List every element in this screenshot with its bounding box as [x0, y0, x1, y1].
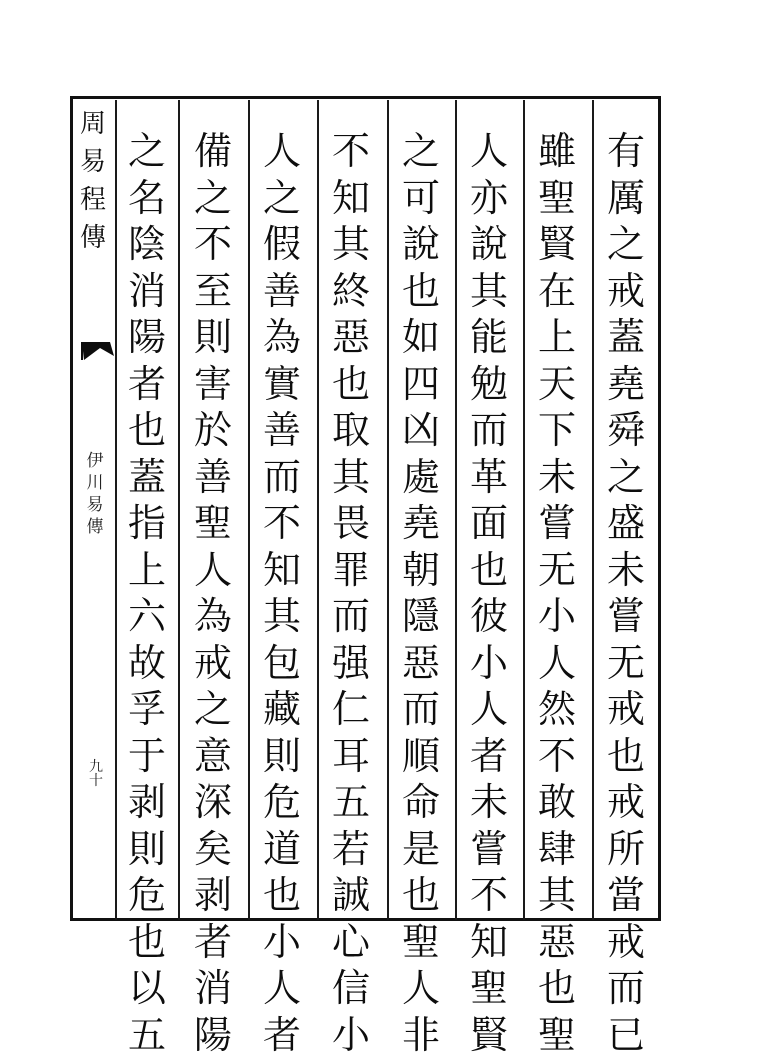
glyph: 也 — [392, 268, 450, 315]
glyph: 五 — [118, 1012, 176, 1058]
glyph: 備 — [184, 128, 242, 175]
glyph: 隱 — [392, 593, 450, 640]
glyph: 處 — [392, 454, 450, 501]
glyph: 下 — [528, 407, 586, 454]
glyph: 人 — [460, 686, 518, 733]
glyph: 惡 — [322, 314, 380, 361]
glyph: 心 — [322, 919, 380, 966]
column-rule — [178, 100, 180, 920]
margin-subtitle-glyph: 易 — [87, 496, 104, 518]
glyph: 四 — [392, 361, 450, 408]
left-border — [70, 96, 73, 921]
glyph: 嘗 — [597, 593, 655, 640]
glyph: 以 — [118, 965, 176, 1012]
text-column — [253, 128, 311, 928]
glyph: 无 — [528, 547, 586, 594]
glyph: 至 — [184, 268, 242, 315]
glyph: 如 — [392, 314, 450, 361]
glyph: 當 — [597, 872, 655, 919]
glyph: 雖 — [528, 128, 586, 175]
glyph: 之 — [184, 175, 242, 222]
glyph: 也 — [392, 872, 450, 919]
fishtail-mark-icon — [80, 338, 116, 364]
glyph: 人 — [184, 547, 242, 594]
glyph: 知 — [253, 547, 311, 594]
glyph: 聖 — [392, 919, 450, 966]
glyph: 之 — [184, 686, 242, 733]
glyph: 嘗 — [528, 500, 586, 547]
glyph: 面 — [460, 500, 518, 547]
glyph: 命 — [392, 779, 450, 826]
glyph: 耳 — [322, 733, 380, 780]
glyph: 也 — [118, 919, 176, 966]
glyph: 剥 — [184, 872, 242, 919]
glyph: 陽 — [184, 1012, 242, 1058]
glyph: 所 — [597, 826, 655, 873]
glyph: 朝 — [392, 547, 450, 594]
glyph: 小 — [460, 640, 518, 687]
right-border — [658, 96, 661, 921]
margin-page-number — [84, 760, 108, 788]
glyph: 也 — [322, 361, 380, 408]
glyph: 也 — [597, 733, 655, 780]
glyph: 故 — [118, 640, 176, 687]
glyph: 不 — [528, 733, 586, 780]
glyph: 堯 — [597, 361, 655, 408]
glyph: 小 — [253, 919, 311, 966]
top-border — [70, 96, 660, 99]
glyph: 惡 — [528, 919, 586, 966]
glyph: 人 — [253, 128, 311, 175]
glyph: 嘗 — [460, 826, 518, 873]
glyph: 消 — [118, 268, 176, 315]
glyph: 小 — [528, 593, 586, 640]
glyph: 小 — [322, 1012, 380, 1058]
glyph: 其 — [253, 593, 311, 640]
glyph: 則 — [118, 826, 176, 873]
glyph: 已 — [597, 1012, 655, 1058]
glyph: 指 — [118, 500, 176, 547]
glyph: 而 — [597, 965, 655, 1012]
glyph: 聖 — [528, 1012, 586, 1058]
margin-title-glyph: 程 — [80, 184, 106, 222]
text-column — [392, 128, 450, 928]
glyph: 五 — [322, 779, 380, 826]
glyph: 上 — [528, 314, 586, 361]
glyph: 賢 — [528, 221, 586, 268]
glyph: 上 — [118, 547, 176, 594]
glyph: 盛 — [597, 500, 655, 547]
glyph: 取 — [322, 407, 380, 454]
glyph: 人 — [392, 965, 450, 1012]
glyph: 若 — [322, 826, 380, 873]
glyph: 則 — [253, 733, 311, 780]
glyph: 未 — [528, 454, 586, 501]
glyph: 善 — [184, 454, 242, 501]
margin-subtitle-glyph: 伊 — [87, 452, 104, 474]
glyph: 知 — [460, 919, 518, 966]
glyph: 也 — [118, 407, 176, 454]
text-column — [322, 128, 380, 928]
glyph: 畏 — [322, 500, 380, 547]
glyph: 革 — [460, 454, 518, 501]
glyph: 肆 — [528, 826, 586, 873]
glyph: 然 — [528, 686, 586, 733]
glyph: 之 — [597, 454, 655, 501]
margin-subtitle-glyph: 川 — [87, 474, 104, 496]
glyph: 陰 — [118, 221, 176, 268]
glyph: 敢 — [528, 779, 586, 826]
column-rule — [387, 100, 389, 920]
glyph: 為 — [184, 593, 242, 640]
glyph: 信 — [322, 965, 380, 1012]
glyph: 包 — [253, 640, 311, 687]
text-column — [597, 128, 655, 928]
margin-page-glyph: 十 — [89, 774, 103, 788]
glyph: 於 — [184, 407, 242, 454]
glyph: 之 — [253, 175, 311, 222]
glyph: 聖 — [528, 175, 586, 222]
glyph: 善 — [253, 407, 311, 454]
glyph: 不 — [322, 128, 380, 175]
glyph: 不 — [184, 221, 242, 268]
glyph: 戒 — [597, 779, 655, 826]
glyph: 彼 — [460, 593, 518, 640]
glyph: 說 — [392, 221, 450, 268]
glyph: 不 — [253, 500, 311, 547]
glyph: 戒 — [597, 686, 655, 733]
glyph: 也 — [528, 965, 586, 1012]
glyph: 消 — [184, 965, 242, 1012]
glyph: 于 — [118, 733, 176, 780]
glyph: 剥 — [118, 779, 176, 826]
glyph: 舜 — [597, 407, 655, 454]
glyph: 聖 — [460, 965, 518, 1012]
glyph: 道 — [253, 826, 311, 873]
glyph: 聖 — [184, 500, 242, 547]
glyph: 天 — [528, 361, 586, 408]
column-rule — [455, 100, 457, 920]
margin-subtitle — [84, 452, 106, 540]
column-rule — [115, 100, 117, 920]
glyph: 在 — [528, 268, 586, 315]
column-rule — [248, 100, 250, 920]
glyph: 是 — [392, 826, 450, 873]
glyph: 順 — [392, 733, 450, 780]
glyph: 危 — [118, 872, 176, 919]
glyph: 亦 — [460, 175, 518, 222]
text-column — [460, 128, 518, 928]
glyph: 終 — [322, 268, 380, 315]
text-column — [528, 128, 586, 928]
text-column — [184, 128, 242, 928]
glyph: 非 — [392, 1012, 450, 1058]
margin-title-glyph: 周 — [80, 108, 106, 146]
glyph: 六 — [118, 593, 176, 640]
glyph: 不 — [460, 872, 518, 919]
glyph: 其 — [322, 221, 380, 268]
glyph: 未 — [460, 779, 518, 826]
glyph: 善 — [253, 268, 311, 315]
margin-book-title — [76, 108, 110, 260]
glyph: 賢 — [460, 1012, 518, 1058]
glyph: 人 — [460, 128, 518, 175]
glyph: 而 — [392, 686, 450, 733]
glyph: 戒 — [184, 640, 242, 687]
glyph: 能 — [460, 314, 518, 361]
glyph: 惡 — [392, 640, 450, 687]
glyph: 蓋 — [597, 314, 655, 361]
margin-title-glyph: 易 — [80, 146, 106, 184]
glyph: 罪 — [322, 547, 380, 594]
glyph: 凶 — [392, 407, 450, 454]
glyph: 人 — [253, 965, 311, 1012]
glyph: 知 — [322, 175, 380, 222]
glyph: 戒 — [597, 268, 655, 315]
glyph: 有 — [597, 128, 655, 175]
glyph: 危 — [253, 779, 311, 826]
glyph: 而 — [253, 454, 311, 501]
glyph: 深 — [184, 779, 242, 826]
glyph: 者 — [118, 361, 176, 408]
glyph: 者 — [253, 1012, 311, 1058]
glyph: 蓋 — [118, 454, 176, 501]
glyph: 未 — [597, 547, 655, 594]
glyph: 人 — [528, 640, 586, 687]
glyph: 名 — [118, 175, 176, 222]
glyph: 厲 — [597, 175, 655, 222]
glyph: 則 — [184, 314, 242, 361]
glyph: 强 — [322, 640, 380, 687]
glyph: 孚 — [118, 686, 176, 733]
glyph: 其 — [528, 872, 586, 919]
glyph: 者 — [460, 733, 518, 780]
glyph: 而 — [460, 407, 518, 454]
glyph: 仁 — [322, 686, 380, 733]
glyph: 可 — [392, 175, 450, 222]
glyph: 也 — [460, 547, 518, 594]
glyph: 无 — [597, 640, 655, 687]
column-rule — [592, 100, 594, 920]
text-column — [118, 128, 176, 928]
glyph: 為 — [253, 314, 311, 361]
glyph: 戒 — [597, 919, 655, 966]
glyph: 其 — [460, 268, 518, 315]
glyph: 之 — [597, 221, 655, 268]
glyph: 之 — [392, 128, 450, 175]
glyph: 害 — [184, 361, 242, 408]
glyph: 陽 — [118, 314, 176, 361]
glyph: 誠 — [322, 872, 380, 919]
column-rule — [523, 100, 525, 920]
column-rule — [317, 100, 319, 920]
glyph: 而 — [322, 593, 380, 640]
glyph: 藏 — [253, 686, 311, 733]
glyph: 其 — [322, 454, 380, 501]
glyph: 之 — [118, 128, 176, 175]
glyph: 者 — [184, 919, 242, 966]
margin-page-glyph: 九 — [89, 760, 103, 774]
glyph: 意 — [184, 733, 242, 780]
glyph: 矣 — [184, 826, 242, 873]
glyph: 堯 — [392, 500, 450, 547]
glyph: 假 — [253, 221, 311, 268]
margin-title-glyph: 傳 — [80, 222, 106, 260]
glyph: 實 — [253, 361, 311, 408]
glyph: 說 — [460, 221, 518, 268]
glyph: 勉 — [460, 361, 518, 408]
glyph: 也 — [253, 872, 311, 919]
margin-subtitle-glyph: 傳 — [87, 518, 104, 540]
